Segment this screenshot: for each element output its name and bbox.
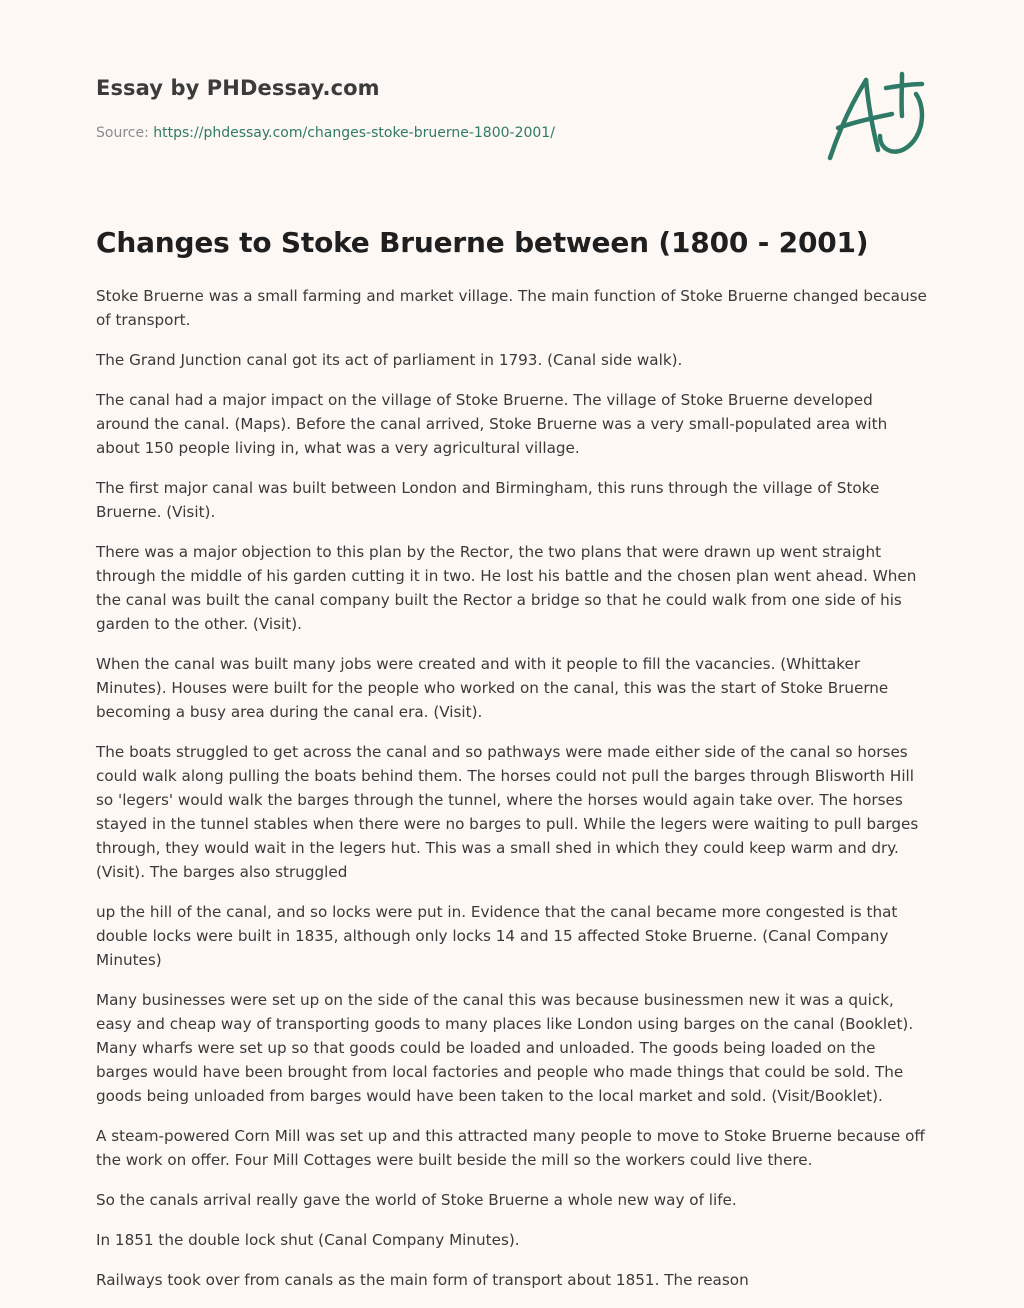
source-label: Source: — [96, 125, 154, 141]
essay-paragraph: Stoke Bruerne was a small farming and market village. The main function of Stoke Bruerne changed because of transport. — [96, 287, 927, 329]
site-header — [96, 76, 928, 141]
essay-paragraph: The canal had a major impact on the village of Stoke Bruerne. The village of Stoke Bruerne developed around the canal. (Maps). Before the canal arrived, Stoke Bruerne was a very small-populated area with about 150 people living in, what was a very agricultural village. — [96, 391, 888, 457]
essay-paragraph: Railways took over from canals as the main form of transport about 1851. The reason — [96, 1271, 749, 1289]
essay-paragraph: The Grand Junction canal got its act of parliament in 1793. (Canal side walk). — [96, 351, 683, 369]
essay-title: Changes to Stoke Bruerne between (1800 - 2001) — [96, 226, 869, 259]
source-link[interactable]: https://phdessay.com/changes-stoke-bruerne-1800-2001/ — [153, 125, 555, 141]
essay-paragraph: Many businesses were set up on the side of the canal this was because businessmen new it was a quick, easy and cheap way of transporting goods to many places like London using barges on the canal (Booklet). Many wharfs were set up so that goods could be loaded and unloaded. The goods being loaded on the barges would have been brought from local factories and people who made things that could be sold. The goods being unloaded from barges would have been taken to the local market and sold. (Visit/Booklet). — [96, 991, 914, 1105]
source-line — [96, 125, 555, 141]
essay-body — [96, 284, 928, 1308]
essay-paragraph: There was a major objection to this plan by the Rector, the two plans that were drawn up went straight through the middle of his garden cutting it in two. He lost his battle and the chosen plan went ahead. When the canal was built the canal company built the Rector a bridge so that he could walk from one side of his garden to the other. (Visit). — [96, 543, 917, 633]
essay-paragraph: The first major canal was built between London and Birmingham, this runs through the village of Stoke Bruerne. (Visit). — [96, 479, 880, 521]
essay-paragraph: The boats struggled to get across the canal and so pathways were made either side of the canal so horses could walk along pulling the boats behind them. The horses could not pull the barges through Blisworth Hill so 'legers' would walk the barges through the tunnel, where the horses would again take over. The horses stayed in the tunnel stables when there were no barges to pull. While the legers were waiting to pull barges through, they would wait in the legers hut. This was a small shed in which they could keep warm and dry. (Visit). The barges also struggled — [96, 743, 919, 881]
essay-paragraph: In 1851 the double lock shut (Canal Company Minutes). — [96, 1231, 520, 1249]
essay-paragraph: So the canals arrival really gave the world of Stoke Bruerne a whole new way of life. — [96, 1191, 737, 1209]
essay-paragraph: A steam-powered Corn Mill was set up and this attracted many people to move to Stoke Bruerne because off the work on offer. Four Mill Cottages were built beside the mill so the workers could live there. — [96, 1127, 925, 1169]
logo-svg — [822, 68, 928, 164]
essay-paragraph: up the hill of the canal, and so locks were put in. Evidence that the canal became more congested is that double locks were built in 1835, although only locks 14 and 15 affected Stoke Bruerne. (Canal Company Minutes) — [96, 903, 898, 969]
essay-paragraph: When the canal was built many jobs were created and with it people to fill the vacancies. (Whittaker Minutes). Houses were built for the people who worked on the canal, this was the start of Stoke Bruerne becoming a busy area during the canal era. (Visit). — [96, 655, 889, 721]
a-plus-logo-icon[interactable] — [822, 68, 928, 164]
site-brand[interactable]: Essay by PHDessay.com — [96, 76, 380, 100]
